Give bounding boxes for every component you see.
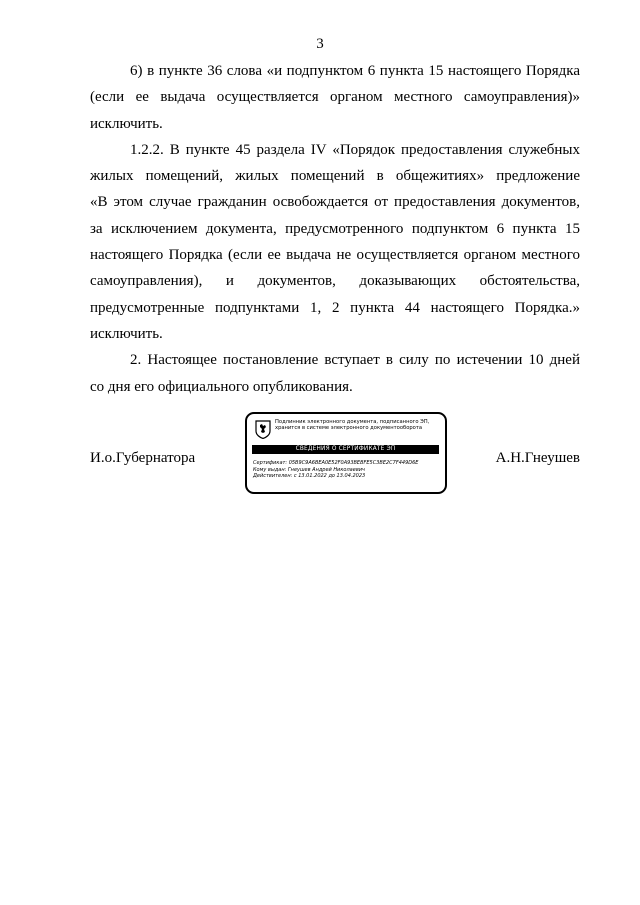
certificate-number: Сертификат: 05B9C9A6BEA0E52F0A93BEBFE5C3BE2C7F449D6E xyxy=(253,460,419,466)
text-line: со дня его официального опубликования. xyxy=(90,378,353,395)
stamp-details xyxy=(253,460,443,480)
paragraph-1 xyxy=(90,58,580,137)
text-line: настоящего Порядка (если ее выдача не осуществляется органом местного xyxy=(90,247,580,264)
text-line: исключить. xyxy=(90,115,163,132)
text-line: 1.2.2. В пункте 45 раздела IV «Порядок предоставления служебных xyxy=(130,141,580,158)
text-line: «В этом случае гражданин освобождается от предоставления документов, xyxy=(90,194,580,211)
text-line: 2. Настоящее постановление вступает в силу по истечении 10 дней xyxy=(130,352,580,369)
stamp-caption xyxy=(275,419,443,432)
certificate-validity: Действителен: с 13.01.2022 до 13.04.2023 xyxy=(253,473,366,480)
signatory-position: И.о.Губернатора xyxy=(90,450,196,466)
stamp-caption-line: хранится в системе электронного документооборота xyxy=(275,425,423,432)
certificate-owner: Кому выдан: Гнеушев Андрей Николаевич xyxy=(253,466,365,473)
text-line: за исключением документа, предусмотренного подпунктом 6 пункта 15 xyxy=(90,220,580,237)
electronic-signature-stamp xyxy=(245,412,447,494)
coat-of-arms-icon xyxy=(255,420,271,439)
text-line: (если ее выдача осуществляется органом местного самоуправления)» xyxy=(90,89,580,106)
document-body xyxy=(90,58,580,400)
paragraph-3 xyxy=(90,347,580,400)
signatory-name: А.Н.Гнеушев xyxy=(495,450,580,466)
stamp-title: СВЕДЕНИЯ О СЕРТИФИКАТЕ ЭП xyxy=(252,445,439,454)
signature-block xyxy=(90,412,580,496)
page-number: 3 xyxy=(316,36,324,52)
text-line: самоуправления), и документов, доказывающих обстоятельства, xyxy=(90,273,580,290)
stamp-caption-line: Подлинник электронного документа, подписанного ЭП, xyxy=(275,419,430,425)
paragraph-2 xyxy=(90,137,580,347)
text-line: предусмотренные подпунктами 1, 2 пункта 44 настоящего Порядка.» xyxy=(90,299,580,316)
text-line: 6) в пункте 36 слова «и подпунктом 6 пункта 15 настоящего Порядка xyxy=(130,63,580,79)
text-line: исключить. xyxy=(90,325,163,342)
text-line: жилых помещений, жилых помещений в общежитиях» предложение xyxy=(90,168,580,185)
